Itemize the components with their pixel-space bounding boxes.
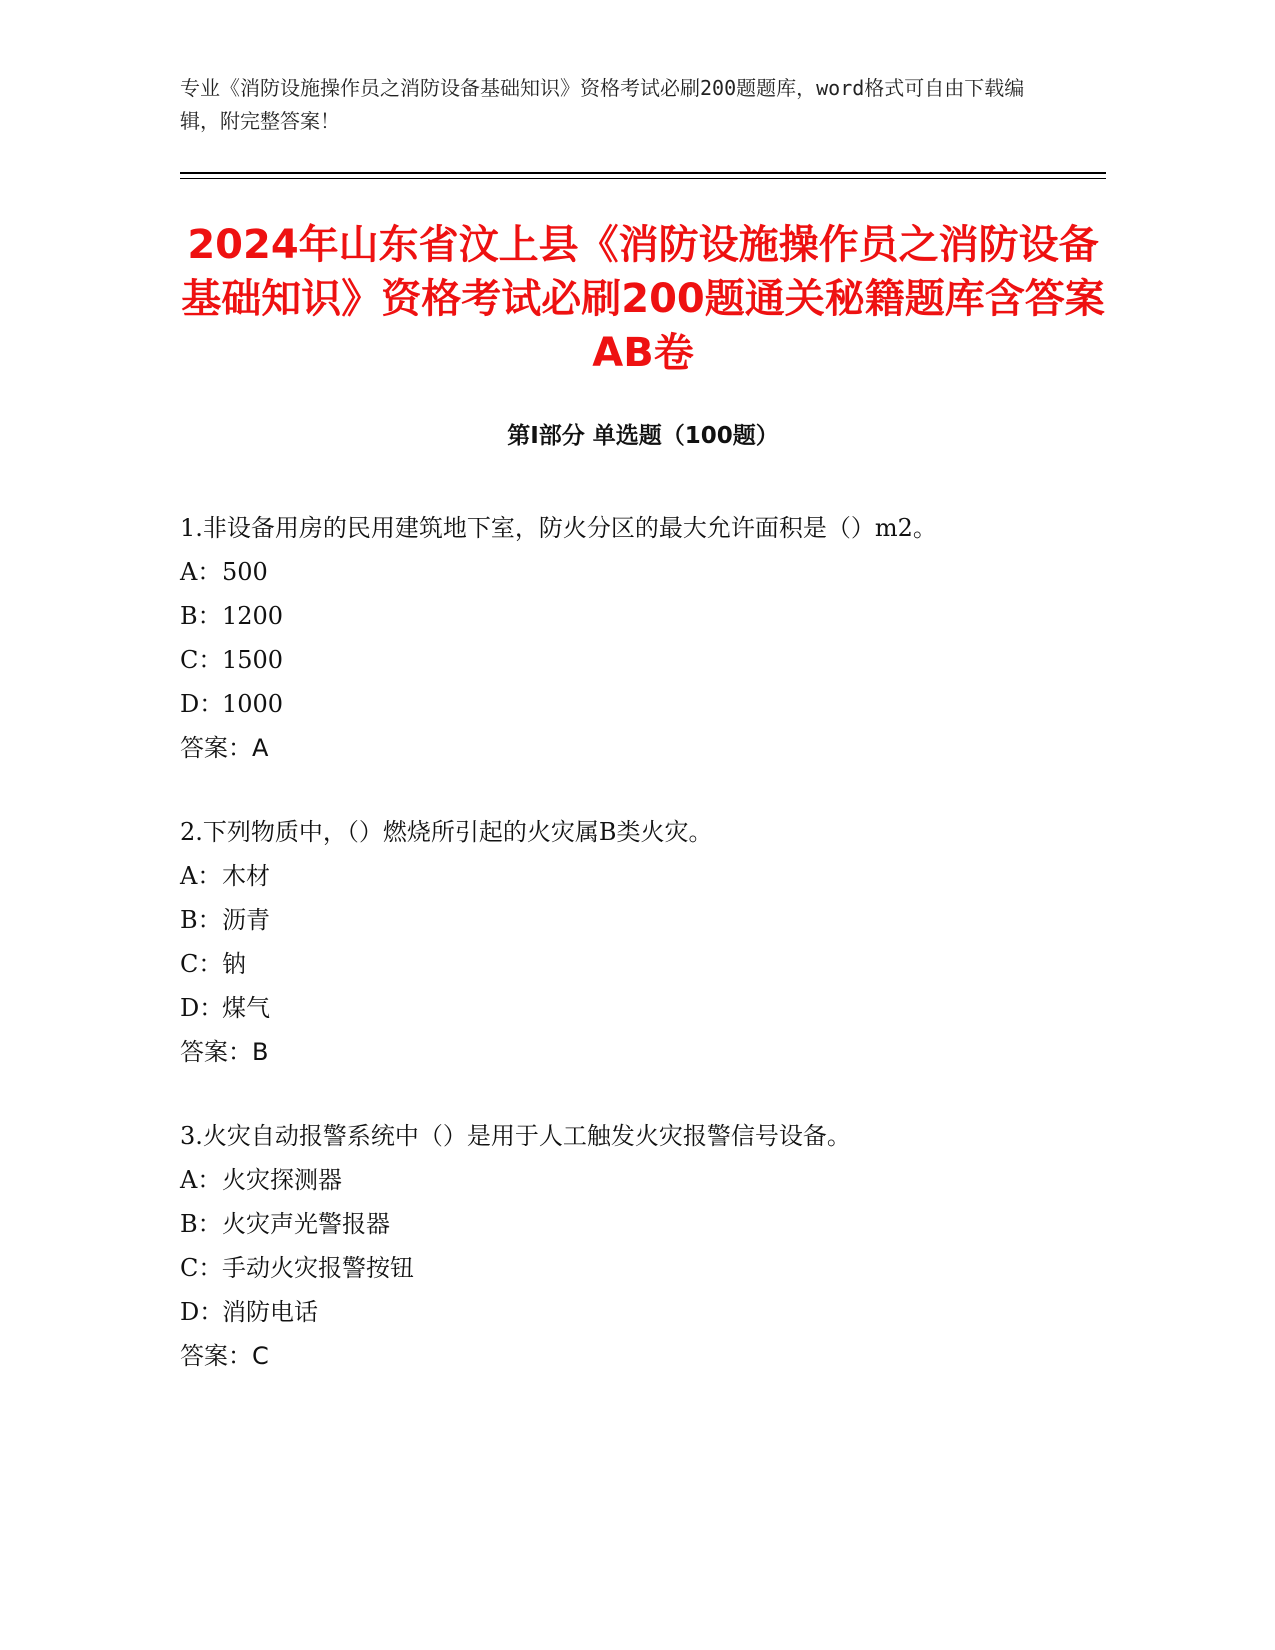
option-text: 500 bbox=[222, 558, 268, 586]
option-letter: B： bbox=[180, 1210, 222, 1238]
option-b bbox=[180, 594, 1040, 638]
header-rule-thick bbox=[180, 172, 1106, 174]
option-text: 煤气 bbox=[222, 994, 270, 1022]
option-letter: C： bbox=[180, 646, 223, 674]
option-letter: D： bbox=[180, 994, 224, 1022]
option-b bbox=[180, 1202, 1040, 1246]
option-letter: A： bbox=[180, 1166, 222, 1194]
question-list bbox=[180, 506, 1040, 1418]
question-stem: 1.非设备用房的民用建筑地下室，防火分区的最大允许面积是（）m2。 bbox=[180, 514, 937, 542]
question-3 bbox=[180, 1114, 1040, 1378]
option-text: 木材 bbox=[222, 862, 270, 890]
option-c bbox=[180, 942, 1040, 986]
question-stem: 2.下列物质中，（）燃烧所引起的火灾属B类火灾。 bbox=[180, 818, 713, 846]
option-d bbox=[180, 682, 1040, 726]
option-letter: A： bbox=[180, 558, 222, 586]
option-a bbox=[180, 854, 1040, 898]
header-rule-thin bbox=[180, 178, 1106, 179]
question-stem: 3.火灾自动报警系统中（）是用于人工触发火灾报警信号设备。 bbox=[180, 1122, 851, 1150]
option-text: 手动火灾报警按钮 bbox=[222, 1254, 414, 1282]
answer-line: 答案：C bbox=[180, 1342, 269, 1370]
option-letter: D： bbox=[180, 1298, 224, 1326]
section-heading: 第Ⅰ部分 单选题（100题） bbox=[507, 423, 779, 449]
answer-line: 答案：A bbox=[180, 734, 269, 762]
option-letter: D： bbox=[180, 690, 224, 718]
option-letter: B： bbox=[180, 906, 222, 934]
option-letter: C： bbox=[180, 1254, 223, 1282]
option-d bbox=[180, 1290, 1040, 1334]
option-c bbox=[180, 1246, 1040, 1290]
option-letter: A： bbox=[180, 862, 222, 890]
option-text: 消防电话 bbox=[222, 1298, 318, 1326]
option-letter: B： bbox=[180, 602, 222, 630]
question-1 bbox=[180, 506, 1040, 770]
option-text: 火灾探测器 bbox=[222, 1166, 342, 1194]
option-text: 沥青 bbox=[222, 906, 270, 934]
option-a bbox=[180, 1158, 1040, 1202]
option-a bbox=[180, 550, 1040, 594]
option-c bbox=[180, 638, 1040, 682]
answer-line: 答案：B bbox=[180, 1038, 269, 1066]
option-letter: C： bbox=[180, 950, 223, 978]
header-note: 专业《消防设施操作员之消防设备基础知识》资格考试必刷200题题库，word格式可自由下载编辑，附完整答案！ bbox=[180, 76, 1025, 133]
option-text: 钠 bbox=[222, 950, 246, 978]
question-2 bbox=[180, 810, 1040, 1074]
option-d bbox=[180, 986, 1040, 1030]
option-b bbox=[180, 898, 1040, 942]
option-text: 火灾声光警报器 bbox=[222, 1210, 390, 1238]
option-text: 1500 bbox=[222, 646, 284, 674]
document-title: 2024年山东省汶上县《消防设施操作员之消防设备基础知识》资格考试必刷200题通关秘籍题库含答案AB卷 bbox=[181, 222, 1105, 376]
option-text: 1000 bbox=[222, 690, 284, 718]
option-text: 1200 bbox=[222, 602, 284, 630]
